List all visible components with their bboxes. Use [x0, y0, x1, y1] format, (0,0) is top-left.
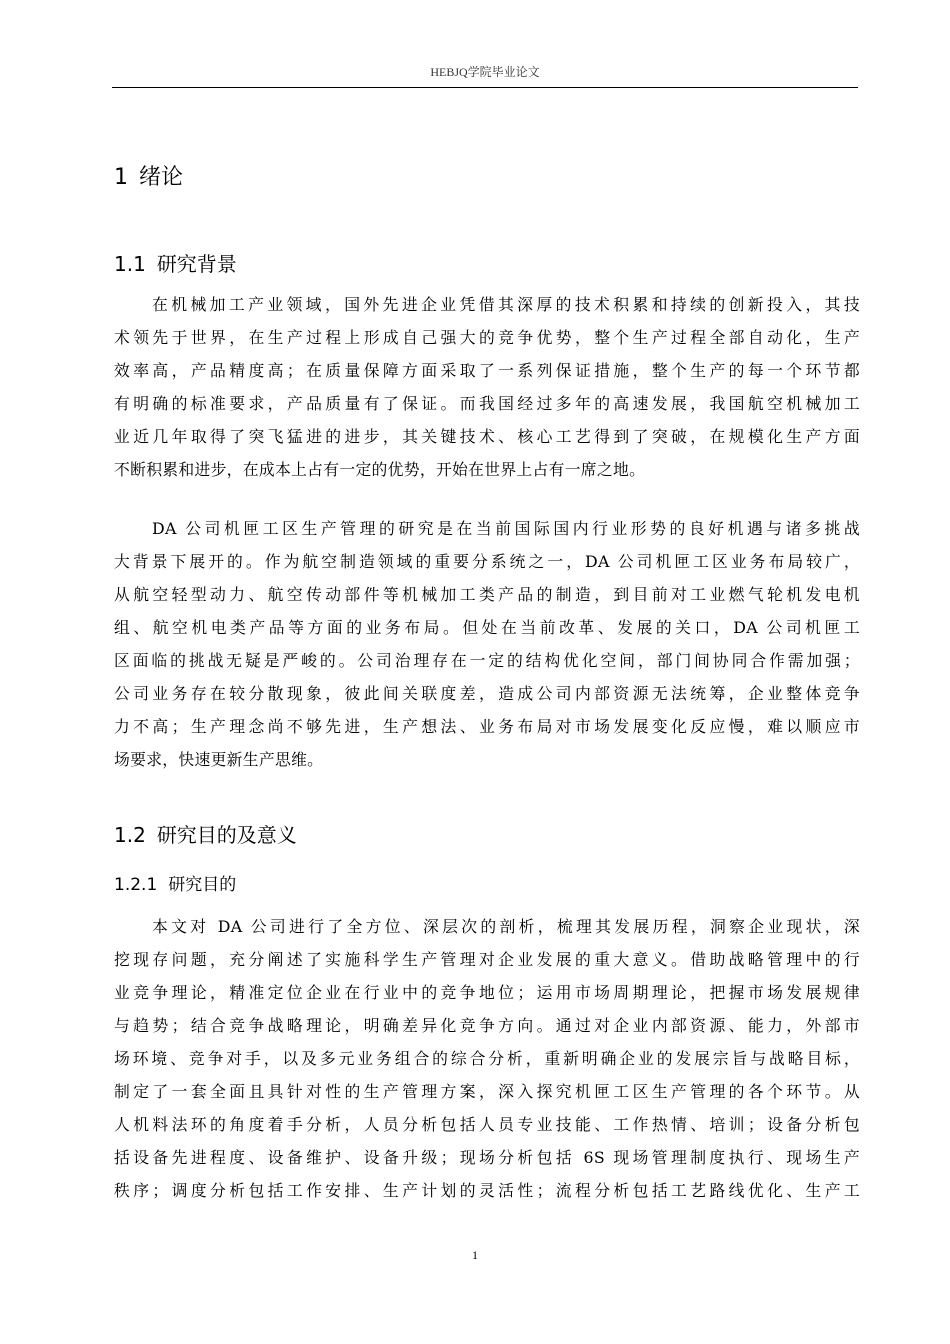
chapter-heading	[114, 163, 183, 193]
section-number: 1.2	[114, 823, 146, 847]
paragraph-line: 业竞争理论，精准定位企业在行业中的竞争地位；运用市场周期理论，把握市场发展规律	[114, 983, 860, 1002]
paragraph-line: 公司业务存在较分散现象，彼此间关联度差，造成公司内部资源无法统筹，企业整体竞争	[114, 684, 860, 703]
paragraph-line: 有明确的标准要求，产品质量有了保证。而我国经过多年的高速发展，我国航空机械加工	[114, 394, 860, 413]
section-title: 研究目的及意义	[156, 823, 297, 847]
subsection-title: 研究目的	[168, 875, 237, 895]
paragraph-line: 在机械加工产业领域，国外先进企业凭借其深厚的技术积累和持续的创新投入，其技	[152, 295, 860, 314]
paragraph-line: 挖现存问题，充分阐述了实施科学生产管理对企业发展的重大意义。借助战略管理中的行	[114, 950, 860, 969]
paragraph-line: 从航空轻型动力、航空传动部件等机械加工类产品的制造，到目前对工业燃气轮机发电机	[114, 585, 860, 604]
running-header: HEBJQ学院毕业论文	[430, 65, 540, 79]
paragraph-line: 人机料法环的角度着手分析，人员分析包括人员专业技能、工作热情、培训；设备分析包	[114, 1115, 860, 1134]
paragraph-line: 效率高，产品精度高；在质量保障方面采取了一系列保证措施，整个生产的每一个环节都	[114, 361, 860, 380]
paragraph-research-background	[114, 288, 860, 486]
paragraph-line: 与趋势；结合竞争战略理论，明确差异化竞争方向。通过对企业内部资源、能力，外部市	[114, 1016, 860, 1035]
paragraph-line: 术领先于世界，在生产过程上形成自己强大的竞争优势，整个生产过程全部自动化，生产	[114, 328, 860, 347]
paragraph-research-purpose	[114, 910, 860, 1207]
paragraph-line: 区面临的挑战无疑是严峻的。公司治理存在一定的结构优化空间，部门间协同合作需加强；	[114, 651, 860, 670]
paragraph-line: 大背景下展开的。作为航空制造领域的重要分系统之一，DA 公司机匣工区业务布局较广，	[114, 552, 860, 571]
paragraph-line: 制定了一套全面且具针对性的生产管理方案，深入探究机匣工区生产管理的各个环节。从	[114, 1082, 860, 1101]
paragraph-line: 不断积累和进步，在成本上占有一定的优势，开始在世界上占有一席之地。	[114, 460, 646, 479]
page-number: 1	[472, 1248, 478, 1262]
subsection-heading-1-2-1	[114, 873, 236, 897]
section-number: 1.1	[114, 252, 146, 276]
paragraph-line: 力不高；生产理念尚不够先进，生产想法、业务布局对市场发展变化反应慢，难以顺应市	[114, 717, 860, 736]
paragraph-da-company-background	[114, 512, 860, 776]
section-heading-1-1	[114, 250, 237, 278]
paragraph-line: 组、航空机电类产品等方面的业务布局。但处在当前改革、发展的关口，DA 公司机匣工	[114, 618, 860, 637]
paragraph-line: 场要求，快速更新生产思维。	[114, 750, 324, 769]
paragraph-line: DA 公司机匣工区生产管理的研究是在当前国际国内行业形势的良好机遇与诸多挑战	[152, 519, 860, 538]
paragraph-line: 本文对 DA 公司进行了全方位、深层次的剖析，梳理其发展历程，洞察企业现状，深	[152, 917, 860, 936]
paragraph-line: 秩序；调度分析包括工作安排、生产计划的灵活性；流程分析包括工艺路线优化、生产工	[114, 1181, 860, 1200]
paragraph-line: 业近几年取得了突飞猛进的进步，其关键技术、核心工艺得到了突破，在规模化生产方面	[114, 427, 860, 446]
section-title: 研究背景	[156, 252, 237, 276]
chapter-title: 绪论	[139, 165, 184, 190]
chapter-number: 1	[114, 165, 128, 190]
header-divider	[112, 87, 858, 88]
paragraph-line: 括设备先进程度、设备维护、设备升级；现场分析包括 6S 现场管理制度执行、现场生产	[114, 1148, 860, 1167]
paragraph-line: 场环境、竞争对手，以及多元业务组合的综合分析，重新明确企业的发展宗旨与战略目标，	[114, 1049, 860, 1068]
section-heading-1-2	[114, 821, 297, 849]
subsection-number: 1.2.1	[114, 875, 158, 895]
